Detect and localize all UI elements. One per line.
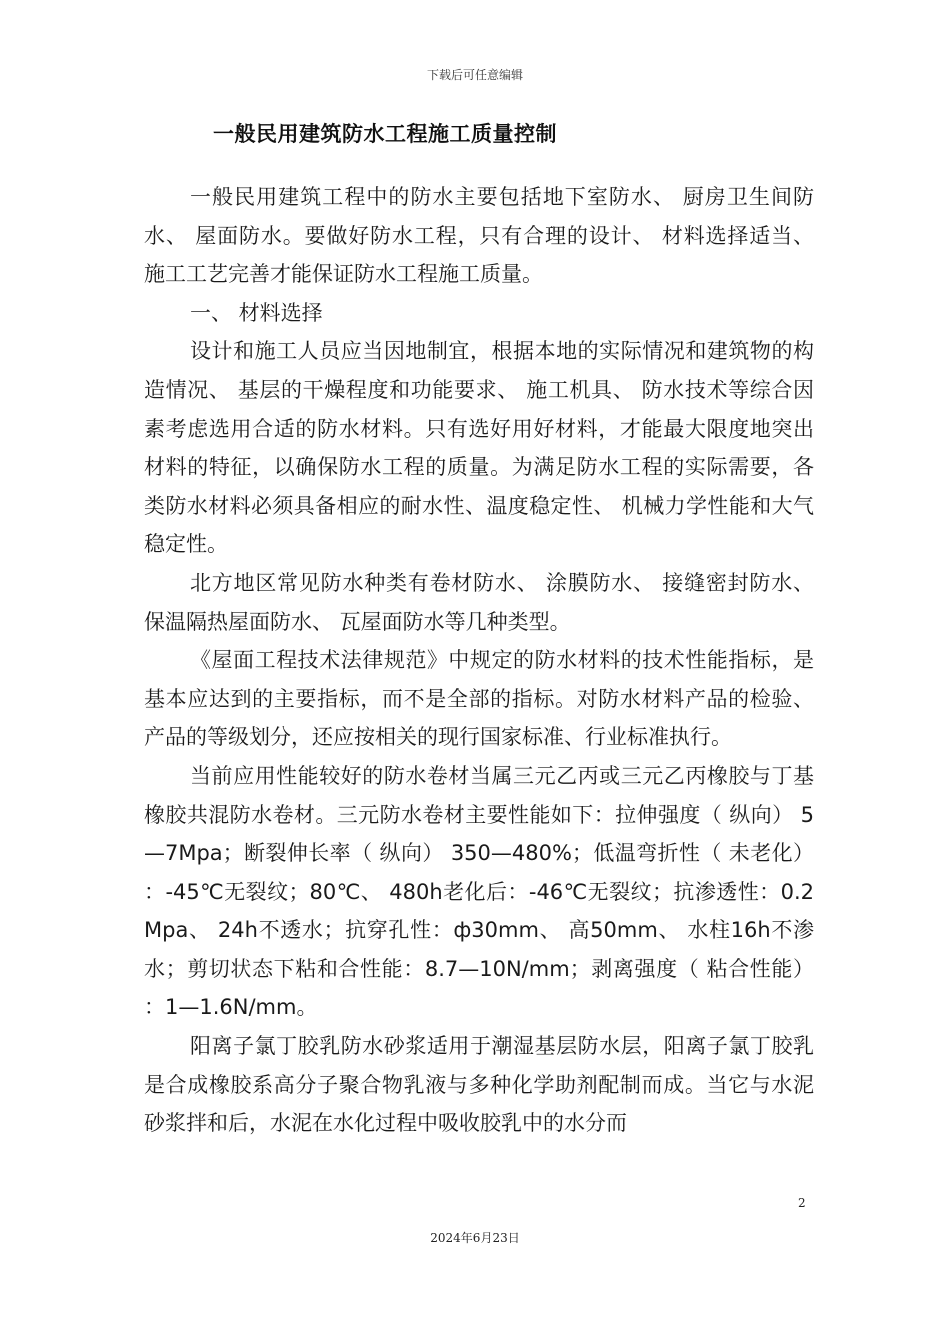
document-body <box>144 178 814 1143</box>
paragraph-epdm-properties: 当前应用性能较好的防水卷材当属三元乙丙或三元乙丙橡胶与丁基橡胶共混防水卷材。三元防水卷材主要性能如下：拉伸强度（ 纵向） 5—7Mpa；断裂伸长率（ 纵向） 350—480%；低温弯折性（ 未老化） ：-45℃无裂纹；80℃、 480h老化后：-46℃无裂纹；抗渗透性：0.2Mpa、 24h不透水；抗穿孔性：ф30mm、 高50mm、 水柱16h不渗水；剪切状态下粘和合性能：8.7—10N/mm；剥离强度（ 粘合性能） ：1—1.6N/mm。 <box>144 763 814 1020</box>
footer-date: 2024年6月23日 <box>430 1231 520 1245</box>
paragraph-intro: 一般民用建筑工程中的防水主要包括地下室防水、 厨房卫生间防水、 屋面防水。要做好防水工程，只有合理的设计、 材料选择适当、 施工工艺完善才能保证防水工程施工质量。 <box>144 185 814 287</box>
paragraph-material-selection: 设计和施工人员应当因地制宜，根据本地的实际情况和建筑物的构造情况、 基层的干燥程度和功能要求、 施工机具、 防水技术等综合因素考虑选用合适的防水材料。只有选好用好材料，才能最大限度地突出材料的特征，以确保防水工程的质量。为满足防水工程的实际需要，各类防水材料必须具备相应的耐水性、温度稳定性、 机械力学性能和大气稳定性。 <box>144 339 814 557</box>
paragraph-cationic-mortar: 阳离子氯丁胶乳防水砂浆适用于潮湿基层防水层，阳离子氯丁胶乳是合成橡胶系高分子聚合物乳液与多种化学助剂配制而成。当它与水泥砂浆拌和后，水泥在水化过程中吸收胶乳中的水分而 <box>144 1034 814 1136</box>
page-number: 2 <box>798 1196 806 1210</box>
section-heading-materials: 一、 材料选择 <box>190 300 323 325</box>
header-note: 下载后可任意编辑 <box>426 68 523 82</box>
paragraph-standards: 《屋面工程技术法律规范》中规定的防水材料的技术性能指标，是基本应达到的主要指标，而不是全部的指标。对防水材料产品的检验、 产品的等级划分，还应按相关的现行国家标准、行业标准执行。 <box>144 648 814 750</box>
paragraph-waterproof-types: 北方地区常见防水种类有卷材防水、 涂膜防水、 接缝密封防水、 保温隔热屋面防水、 瓦屋面防水等几种类型。 <box>144 570 814 634</box>
document-title: 一般民用建筑防水工程施工质量控制 <box>213 122 557 146</box>
